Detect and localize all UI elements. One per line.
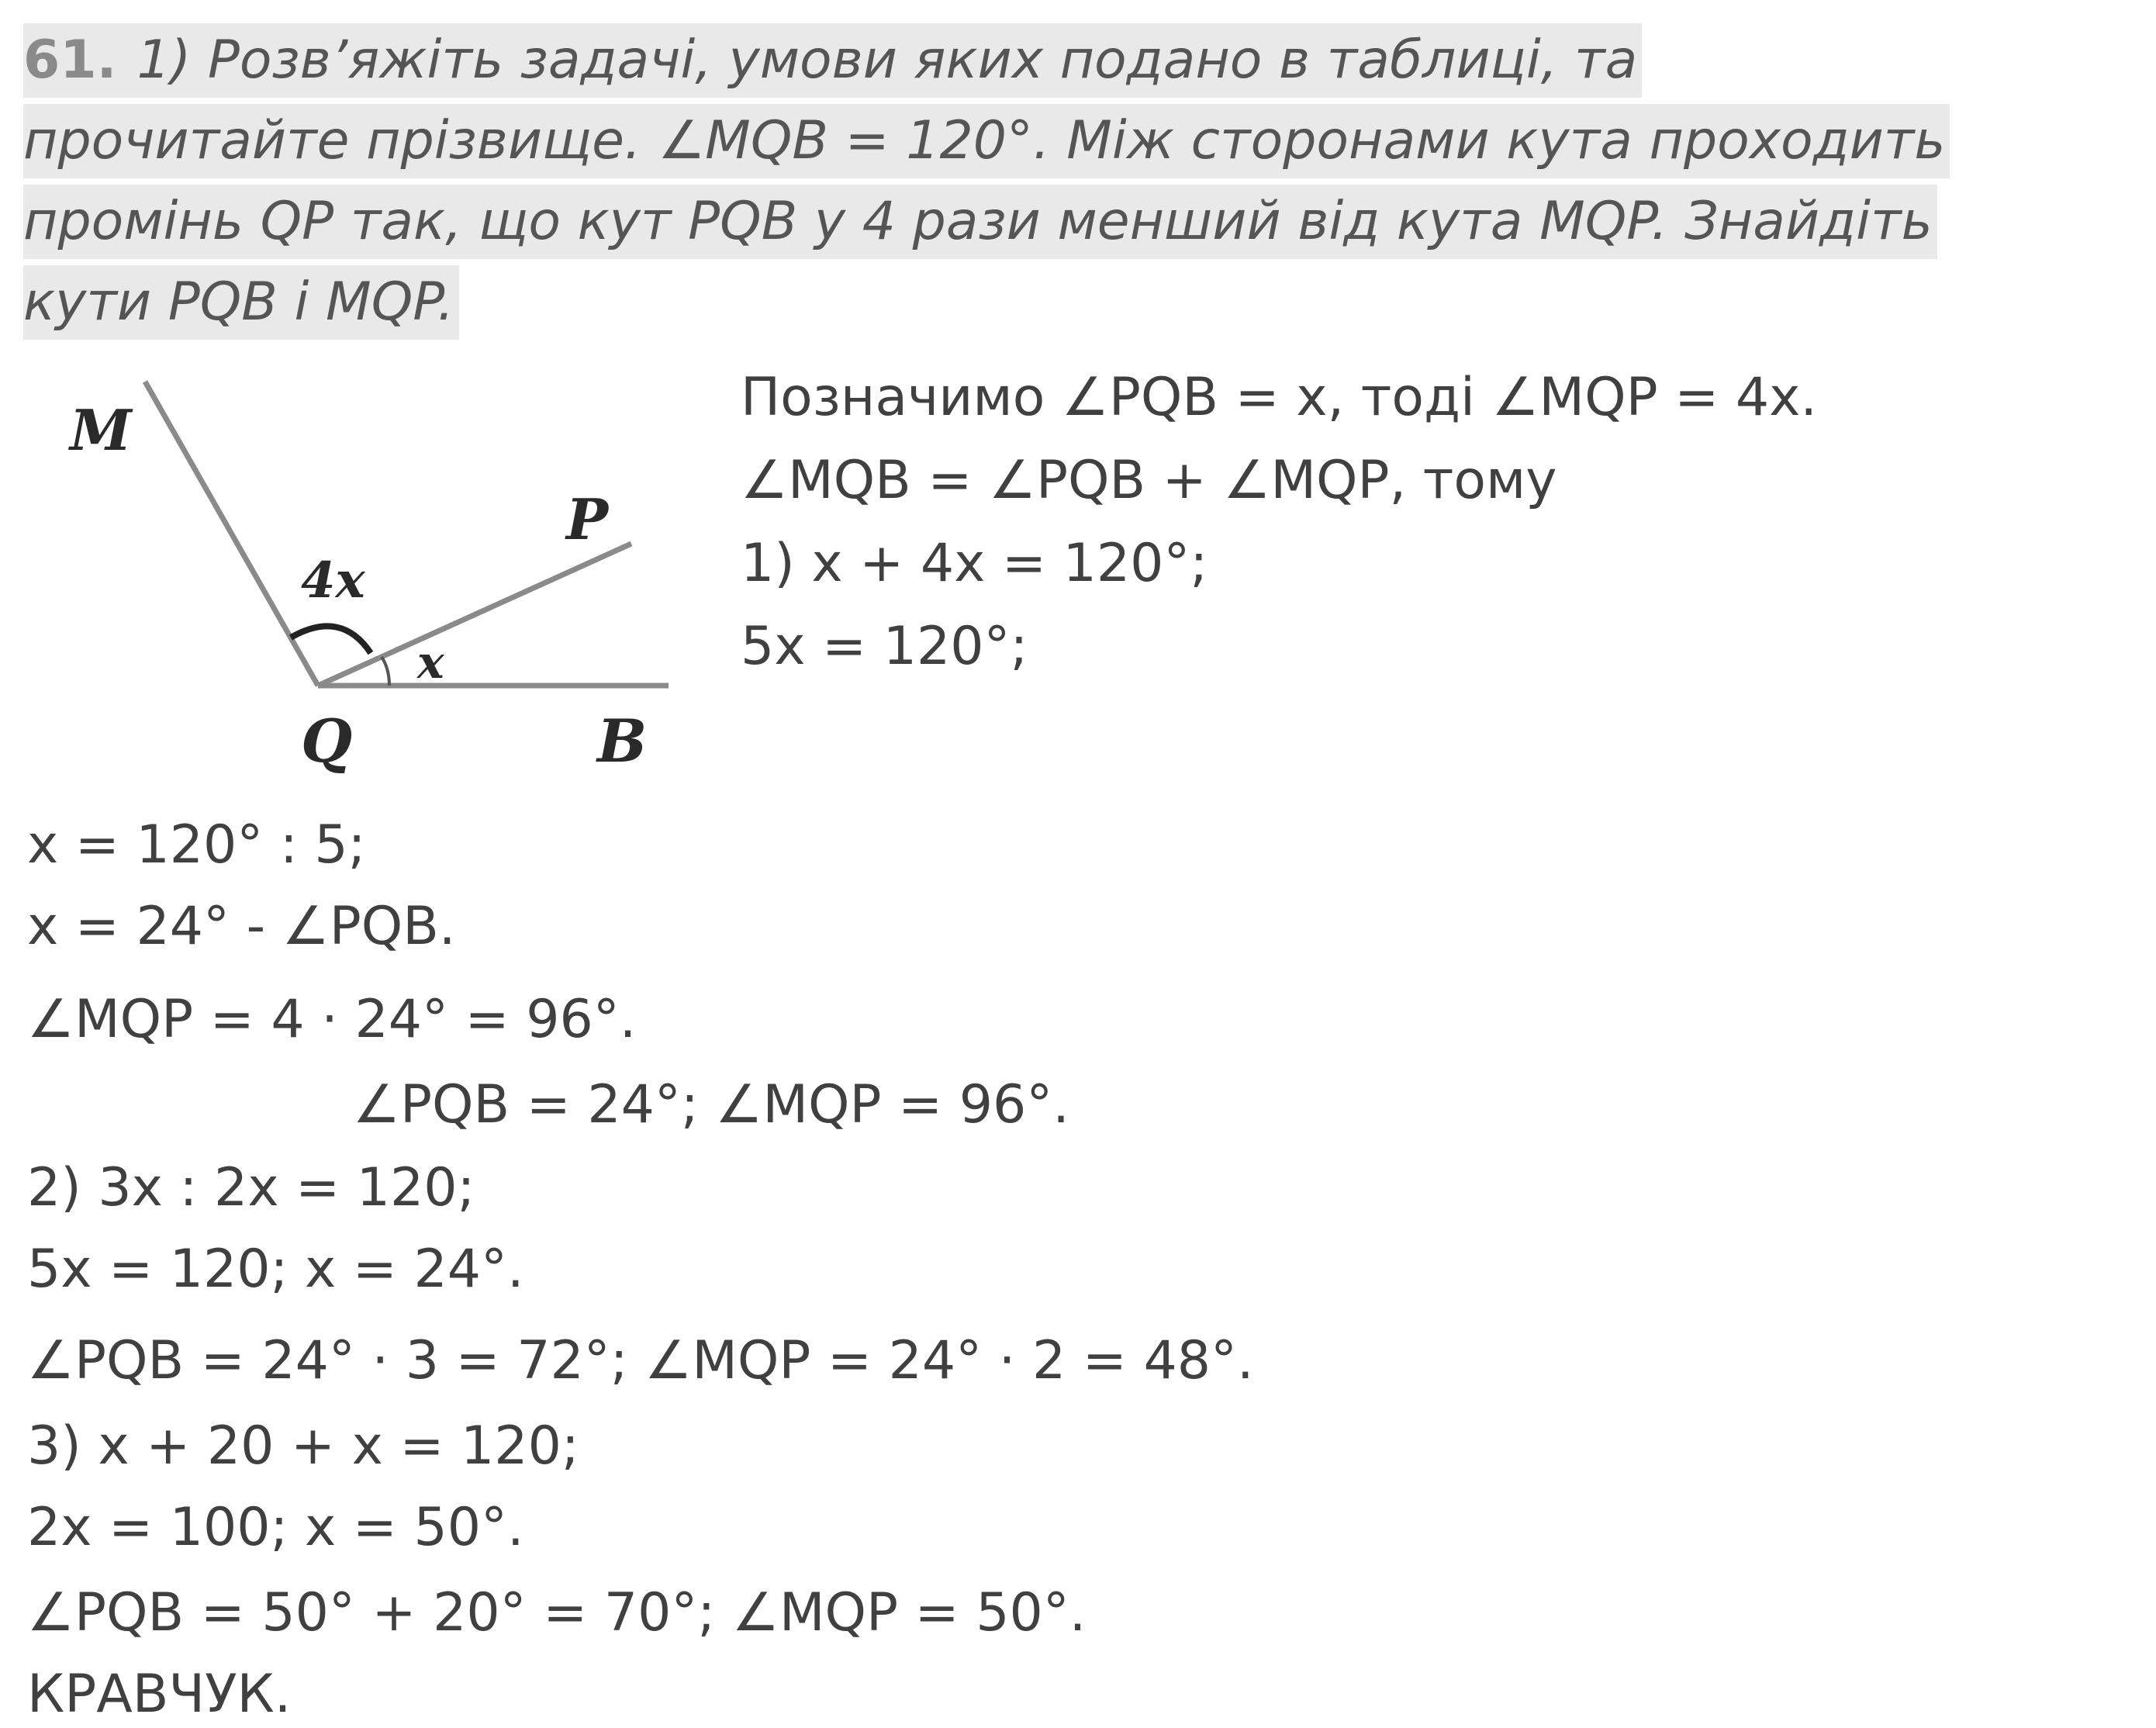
solution-line-13: 2x = 100; x = 50°. <box>27 1497 524 1558</box>
angle-diagram <box>23 365 690 799</box>
label-q: Q <box>301 707 353 776</box>
solution-line-6: x = 24° - ∠PQB. <box>27 896 456 957</box>
problem-number: 61. <box>23 29 117 91</box>
problem-line-4: кути PQB і MQP. <box>23 265 459 340</box>
solution-line-7: ∠MQP = 4 · 24° = 96°. <box>27 989 637 1050</box>
ray-qm <box>145 382 318 686</box>
problem-line-2: прочитайте прізвище. ∠MQB = 120°. Між сторонами кута проходить <box>23 104 1950 178</box>
problem-text-1: 1) Розв’яжіть задачі, умови яких подано в таблиці, та <box>136 29 1638 91</box>
label-m: M <box>70 397 132 463</box>
solution-line-1: Позначимо ∠PQB = x, тоді ∠MQP = 4x. <box>741 367 1817 428</box>
label-x: x <box>417 636 444 689</box>
label-p: P <box>566 486 609 552</box>
solution-line-12: 3) x + 20 + x = 120; <box>27 1415 579 1477</box>
solution-line-11: ∠PQB = 24° · 3 = 72°; ∠MQP = 24° · 2 = 48°. <box>27 1330 1254 1391</box>
arc-x <box>382 657 389 686</box>
label-4x: 4x <box>301 551 365 610</box>
solution-line-5: x = 120° : 5; <box>27 814 366 876</box>
arc-4x <box>291 626 371 653</box>
problem-line-3: промінь QP так, що кут PQB у 4 рази менший від кута MQP. Знайдіть <box>23 185 1937 259</box>
solution-line-3: 1) x + 4x = 120°; <box>741 533 1208 594</box>
solution-answer-1: ∠PQB = 24°; ∠MQP = 96°. <box>353 1074 1069 1135</box>
solution-line-10: 5x = 120; x = 24°. <box>27 1239 524 1300</box>
solution-line-2: ∠MQB = ∠PQB + ∠MQP, тому <box>741 450 1557 511</box>
problem-line-1 <box>23 23 1642 98</box>
solution-line-14: ∠PQB = 50° + 20° = 70°; ∠MQP = 50°. <box>27 1582 1087 1643</box>
solution-line-4: 5x = 120°; <box>741 616 1028 677</box>
solution-final-word: КРАВЧУК. <box>27 1664 292 1725</box>
solution-line-9: 2) 3x : 2x = 120; <box>27 1157 475 1218</box>
label-b: B <box>597 707 648 776</box>
